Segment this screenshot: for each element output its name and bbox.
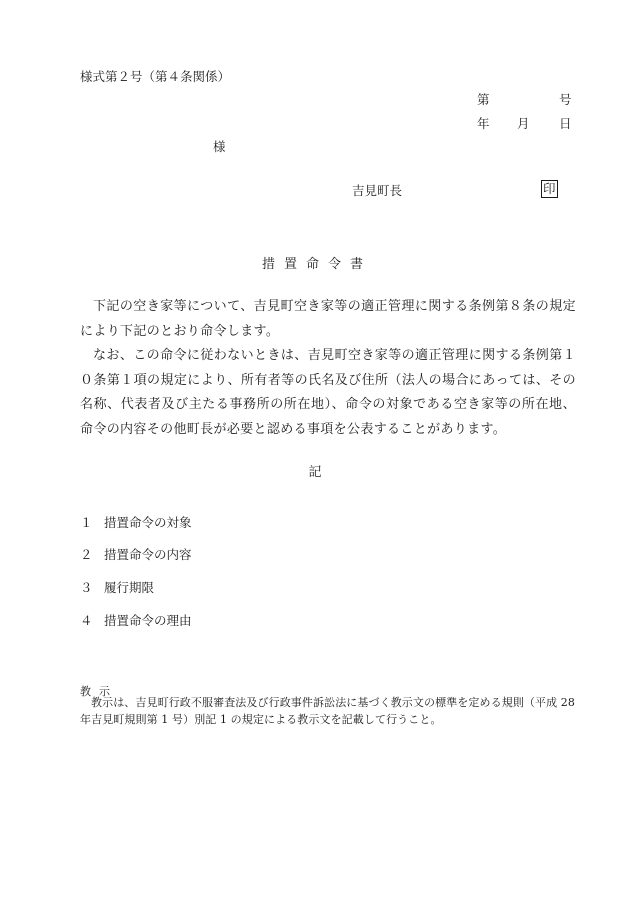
list-item	[80, 545, 192, 563]
date-month-label: 月	[517, 116, 530, 131]
item-number: ３	[80, 580, 93, 595]
list-item	[80, 513, 192, 531]
notice-heading: 教示	[80, 685, 118, 698]
body-paragraph-2: なお、この命令に従わないときは、吉見町空き家等の適正管理に関する条例第１０条第１項の規定により、所有者等の氏名及び住所（法人の場合にあっては、その名称、代表者及び主たる事務所の所在地）、命令の対象である空き家等の所在地、命令の内容その他町長が必要と認める事項を公表することがあります。	[80, 348, 576, 437]
document-number-suffix: 号	[559, 92, 572, 107]
document-number-prefix: 第	[477, 92, 490, 107]
issuer-name: 吉見町長	[352, 183, 403, 198]
item-label: 措置命令の内容	[104, 547, 192, 562]
seal-mark: 印	[543, 181, 556, 196]
list-item	[80, 578, 154, 596]
item-label: 措置命令の対象	[104, 515, 192, 530]
item-label: 措置命令の理由	[104, 613, 192, 628]
ki-heading: 記	[308, 465, 322, 480]
item-number: ２	[80, 547, 93, 562]
list-item	[80, 611, 192, 629]
date-day-label: 日	[559, 116, 572, 131]
body-paragraph-1: 下記の空き家等について、吉見町空き家等の適正管理に関する条例第８条の規定により下記のとおり命令します。	[80, 299, 576, 339]
notice-body: 教示は、吉見町行政不服審査法及び行政事件訴訟法に基づく教示文の標準を定める規則（平成 28 年吉見町規則第 1 号）別記 1 の規定による教示文を記載して行うこと。	[80, 696, 575, 726]
item-number: ４	[80, 613, 93, 628]
document-title: 措置命令書	[261, 257, 372, 272]
date-year-label: 年	[477, 116, 490, 131]
addressee-honorific: 様	[213, 139, 226, 154]
form-number: 様式第２号（第４条関係）	[80, 69, 231, 84]
item-label: 履行期限	[104, 580, 155, 595]
item-number: １	[80, 515, 93, 530]
